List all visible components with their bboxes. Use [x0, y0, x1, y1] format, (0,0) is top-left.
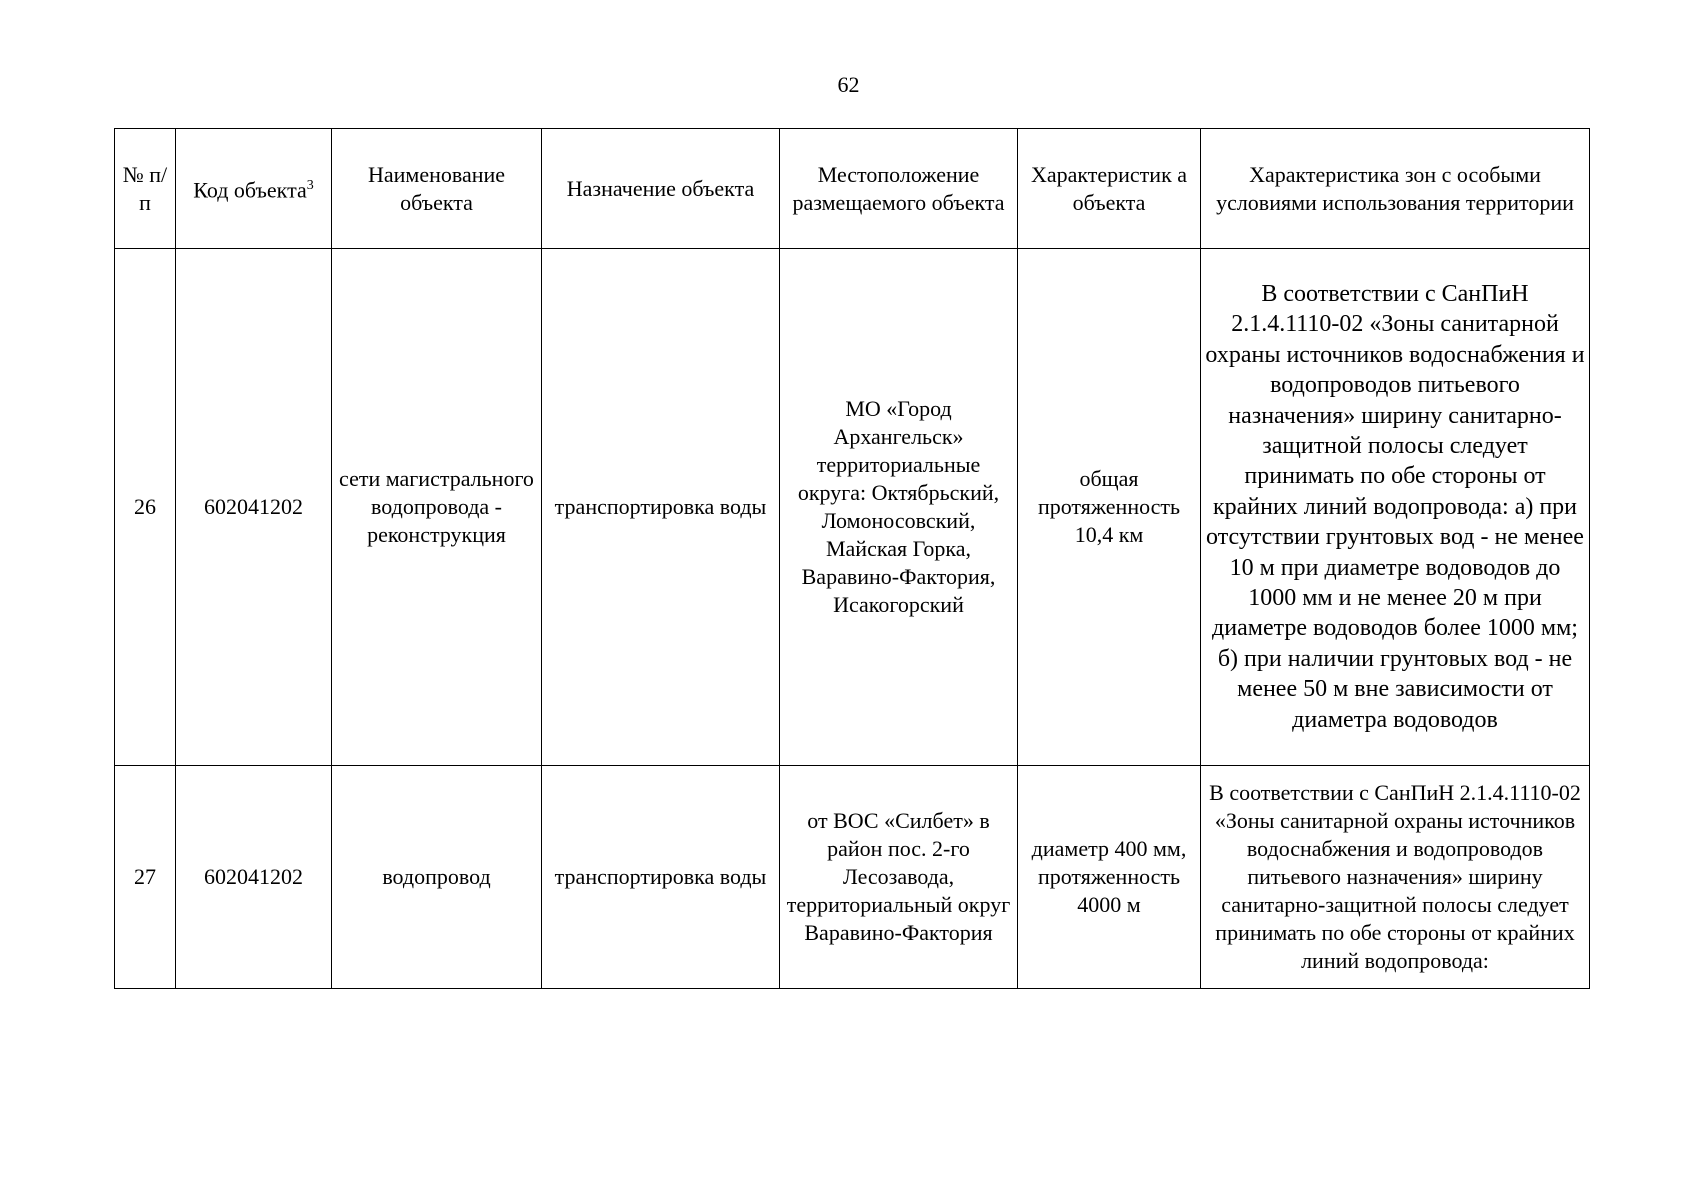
cell-num: 26: [115, 249, 176, 766]
table-row: [115, 249, 1590, 766]
cell-code: 602041202: [176, 249, 332, 766]
header-purpose: Назначение объекта: [542, 129, 780, 249]
header-name: Наименование объекта: [332, 129, 542, 249]
page-number: 62: [837, 72, 860, 97]
objects-table: [114, 128, 1590, 989]
cell-zones: В соответствии с СанПиН 2.1.4.1110-02 «Зоны санитарной охраны источников водоснабжения и водопроводов питьевого назначения» ширину санитарно-защитной полосы следует принимать по обе стороны от крайних линий водопровода: а) при отсутствии грунтовых вод - не менее 10 м при диаметре водоводов до 1000 мм и не менее 20 м при диаметре водоводов более 1000 мм; б) при наличии грунтовых вод - не менее 50 м вне зависимости от диаметра водоводов: [1201, 249, 1590, 766]
cell-code: 602041202: [176, 766, 332, 989]
cell-purpose: транспортировка воды: [542, 249, 780, 766]
header-code-label: Код объекта: [193, 177, 307, 203]
header-num: № п/п: [115, 129, 176, 249]
header-zones: Характеристика зон с особыми условиями использования территории: [1201, 129, 1590, 249]
cell-num: 27: [115, 766, 176, 989]
cell-name: водопровод: [332, 766, 542, 989]
header-location: Местоположение размещаемого объекта: [780, 129, 1018, 249]
header-code-footnote: 3: [306, 178, 314, 194]
table-row: [115, 766, 1590, 989]
cell-location: от ВОС «Силбет» в район пос. 2-го Лесозавода, территориальный округ Варавино-Фактория: [780, 766, 1018, 989]
cell-purpose: транспортировка воды: [542, 766, 780, 989]
header-code: [176, 129, 332, 249]
table-header-row: [115, 129, 1590, 249]
header-characteristic: Характеристик а объекта: [1018, 129, 1201, 249]
cell-zones: В соответствии с СанПиН 2.1.4.1110-02 «Зоны санитарной охраны источников водоснабжения и водопроводов питьевого назначения» ширину санитарно-защитной полосы следует принимать по обе стороны от крайних линий водопровода:: [1201, 766, 1590, 989]
cell-characteristic: диаметр 400 мм, протяженность 4000 м: [1018, 766, 1201, 989]
cell-characteristic: общая протяженность 10,4 км: [1018, 249, 1201, 766]
cell-location: МО «Город Архангельск» территориальные округа: Октябрьский, Ломоносовский, Майская Горка, Варавино-Фактория, Исакогорский: [780, 249, 1018, 766]
cell-name: сети магистрального водопровода - реконструкция: [332, 249, 542, 766]
